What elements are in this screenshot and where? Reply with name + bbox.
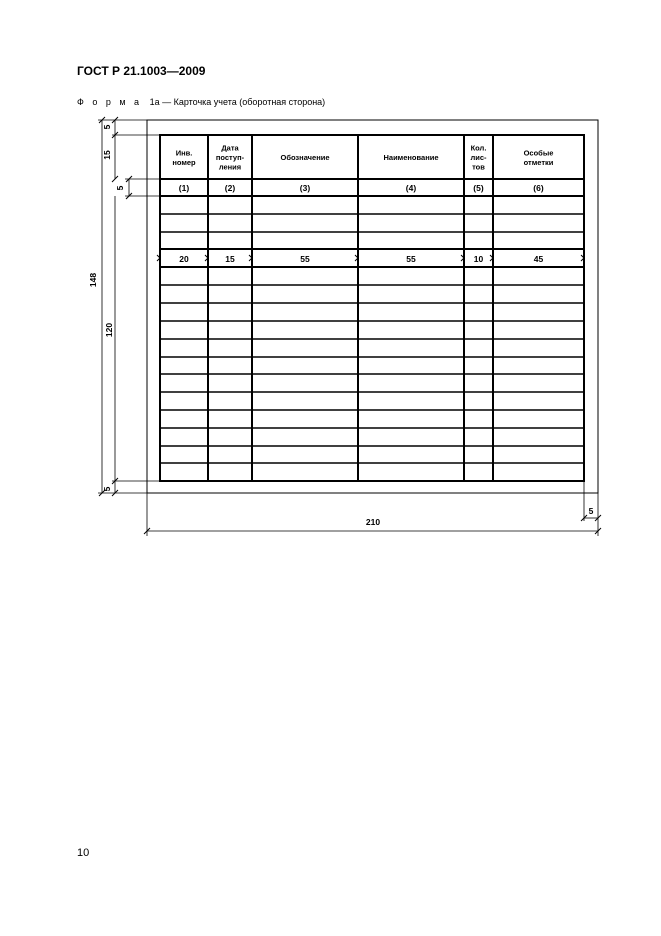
document-header: ГОСТ Р 21.1003—2009 [77,64,206,78]
table-grid [160,135,584,481]
column-number: (2) [224,183,236,193]
card-table-border [160,135,584,481]
dim-total-width: 210 [365,517,381,527]
column-header [280,153,329,162]
column-header [172,148,196,167]
column-width: 20 [179,254,189,264]
column-header-line: лис- [470,153,487,162]
column-width: 10 [473,254,484,264]
form-title: 1а — Карточка учета (оборотная сторона) [149,97,326,107]
column-number: (6) [533,183,544,193]
column-number: (3) [299,183,311,193]
dim-header-height: 15 [102,150,112,160]
column-number: (1) [178,183,190,193]
dim-bottom-margin: 5 [102,486,112,492]
column-widths [179,254,543,264]
column-width: 55 [406,254,416,264]
column-numbers [179,183,544,193]
column-header [470,144,487,172]
form-word: Ф о р м а [77,97,143,107]
column-header-line: поступ- [215,153,245,162]
column-header-line: Инв. [175,148,193,158]
dim-body-height: 120 [104,322,114,338]
page-number: 10 [77,847,90,859]
column-header-line: Наименование [383,153,439,162]
column-number: (5) [473,183,484,193]
column-header [216,144,245,172]
dim-total-height: 148 [88,272,98,288]
column-header-line: тов [472,162,485,172]
column-header [383,153,438,162]
column-number: (4) [405,183,417,193]
column-width: 55 [300,254,310,264]
dim-row-height: 5 [115,185,125,191]
column-header-line: номер [172,157,196,167]
column-header-line: Обозначение [280,153,330,162]
column-header-line: Кол. [470,143,487,153]
column-header-line: отметки [523,157,554,167]
column-width: 45 [533,254,544,264]
column-header [524,148,554,167]
column-header-line: Дата [221,143,239,153]
dim-top-margin: 5 [102,124,112,130]
table-header-texts [172,144,553,172]
column-header-line: ления [218,162,242,172]
column-width: 15 [225,254,235,264]
outer-frame [147,120,598,493]
column-header-line: Особые [523,148,554,158]
dim-right-margin: 5 [588,506,594,516]
